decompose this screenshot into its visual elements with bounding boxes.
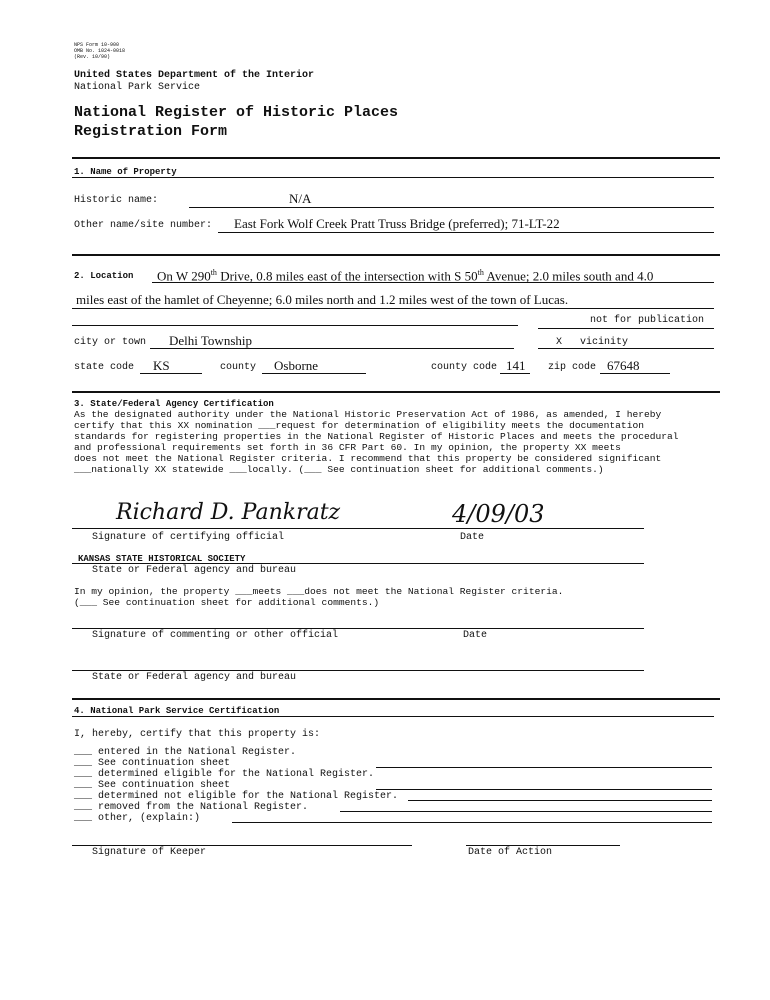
divider — [72, 391, 720, 393]
divider — [72, 157, 720, 159]
field-line — [466, 845, 620, 846]
county-code-label: county code — [431, 362, 498, 373]
field-line — [72, 845, 412, 846]
field-line — [600, 373, 670, 374]
field-line — [152, 282, 714, 283]
zip-label: zip code — [548, 362, 597, 373]
field-line — [376, 767, 712, 768]
service: National Park Service — [74, 82, 201, 93]
cert-text-6: ___nationally XX statewide ___locally. (___ See continuation sheet for additional comments.) — [74, 464, 604, 475]
field-line — [72, 628, 644, 629]
nps-item-other: ___ other, (explain:) — [74, 813, 201, 824]
department: United States Department of the Interior — [74, 70, 315, 81]
county-code-value: 141 — [506, 358, 526, 373]
action-date-label: Date of Action — [468, 847, 553, 858]
cert-text-4: and professional requirements set forth in 36 CFR Part 60. In my opinion, the property XX meets — [74, 442, 621, 453]
city-value: Delhi Township — [169, 333, 252, 348]
handwritten-signature: Richard D. Pankratz — [116, 500, 341, 525]
cert-text-5: does not meet the National Register criteria. I recommend that this property be considered significant — [74, 453, 662, 464]
field-line — [232, 822, 712, 823]
field-line — [538, 348, 714, 349]
section4-heading: 4. National Park Service Certification — [74, 706, 280, 716]
agency-value: KANSAS STATE HISTORICAL SOCIETY — [78, 554, 246, 564]
field-line — [72, 308, 714, 309]
field-line — [140, 373, 202, 374]
city-label: city or town — [74, 337, 147, 348]
other-name-value: East Fork Wolf Creek Pratt Truss Bridge (preferred); 71-LT-22 — [234, 216, 560, 231]
field-line — [500, 373, 530, 374]
other-name-label: Other name/site number: — [74, 220, 213, 231]
section2-label: 2. Location — [74, 271, 134, 281]
nps-item-continuation-2: ___ See continuation sheet — [74, 780, 231, 791]
field-line — [538, 328, 714, 329]
opinion-text-1: In my opinion, the property ___meets ___does not meet the National Register criteria. — [74, 586, 564, 597]
field-line — [262, 373, 366, 374]
sig-label: Signature of certifying official — [92, 532, 285, 543]
handwritten-date: 4/09/03 — [452, 500, 545, 528]
nps-item-eligible: ___ determined eligible for the National Register. — [74, 769, 375, 780]
field-line — [340, 811, 712, 812]
state-code-label: state code — [74, 362, 135, 373]
field-line — [376, 789, 712, 790]
revision: (Rev. 10/90) — [74, 54, 111, 60]
county-value: Osborne — [274, 358, 319, 373]
keeper-label: Signature of Keeper — [92, 847, 207, 858]
field-line — [218, 232, 714, 233]
page-subtitle: Registration Form — [74, 123, 228, 140]
nps-item-not-eligible: ___ determined not eligible for the National Register. — [74, 791, 399, 802]
vicinity-mark: X — [556, 337, 563, 348]
comment-date-label: Date — [463, 630, 488, 641]
date-label: Date — [460, 532, 485, 543]
field-line — [72, 528, 644, 529]
agency-label: State or Federal agency and bureau — [92, 565, 297, 576]
cert-text-2: certify that this XX nomination ___request for determination of eligibility meets the documentation — [74, 420, 644, 431]
cert-text-1: As the designated authority under the National Historic Preservation Act of 1986, as amended, I hereby — [74, 409, 662, 420]
nps-item-removed: ___ removed from the National Register. — [74, 802, 309, 813]
nps-item-continuation-1: ___ See continuation sheet — [74, 758, 231, 769]
field-line — [189, 207, 714, 208]
divider — [72, 254, 720, 256]
nps-item-entered: ___ entered in the National Register. — [74, 747, 297, 758]
state-code-value: KS — [153, 358, 170, 373]
location-line1: On W 290th Drive, 0.8 miles east of the intersection with S 50th Avenue; 2.0 miles south and 4.0 — [157, 268, 654, 284]
field-line — [72, 325, 518, 326]
location-line2: miles east of the hamlet of Cheyenne; 6.0 miles north and 1.2 miles west of the town of Lucas. — [76, 292, 569, 307]
divider — [72, 177, 714, 178]
agency-label-2: State or Federal agency and bureau — [92, 672, 297, 683]
county-label: county — [220, 362, 257, 373]
divider — [72, 716, 714, 717]
field-line — [150, 348, 514, 349]
cert-text-3: standards for registering properties in the National Register of Historic Places and meets the procedural — [74, 431, 679, 442]
historic-name-label: Historic name: — [74, 195, 159, 206]
vicinity-label: vicinity — [580, 337, 629, 348]
divider — [72, 698, 720, 700]
zip-value: 67648 — [607, 358, 640, 373]
section1-heading: 1. Name of Property — [74, 167, 177, 177]
nps-intro: I, hereby, certify that this property is: — [74, 729, 321, 740]
opinion-text-2: (___ See continuation sheet for additional comments.) — [74, 597, 380, 608]
historic-name-value: N/A — [289, 191, 312, 206]
section3-heading: 3. State/Federal Agency Certification — [74, 399, 274, 409]
field-line — [72, 670, 644, 671]
page-title: National Register of Historic Places — [74, 104, 399, 121]
form-number: NPS Form 10-900 — [74, 42, 120, 48]
field-line — [408, 800, 712, 801]
omb-number: OMB No. 1024-0018 — [74, 48, 126, 54]
field-line — [72, 563, 644, 564]
comment-sig-label: Signature of commenting or other official — [92, 630, 339, 641]
not-for-publication: not for publication — [590, 315, 705, 326]
